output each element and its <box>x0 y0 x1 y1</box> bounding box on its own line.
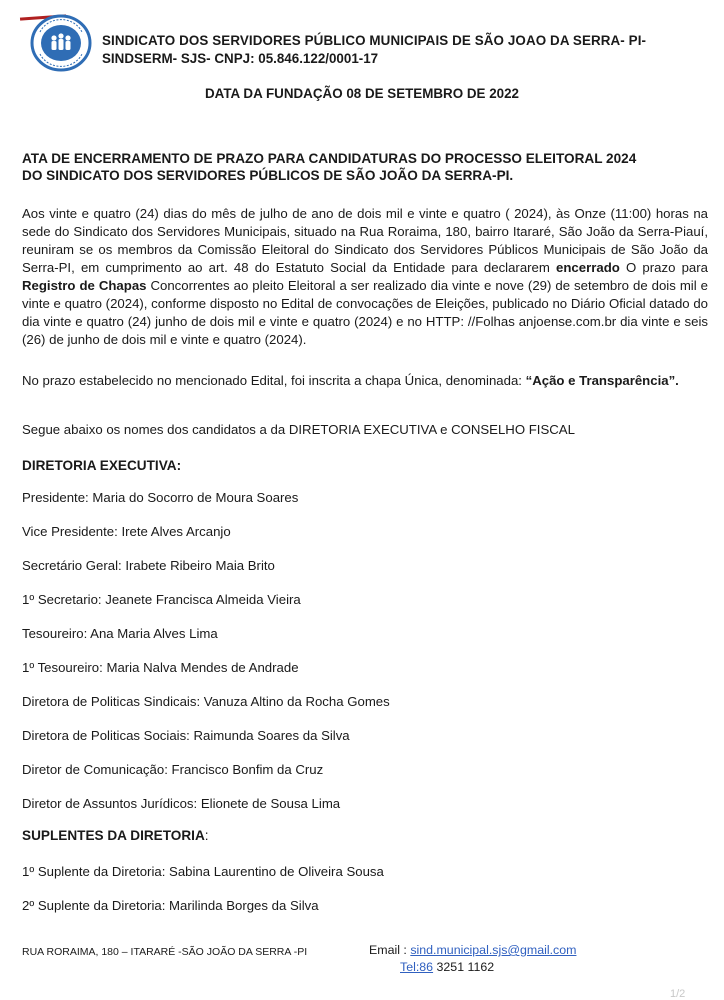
member-line: Diretora de Politicas Sociais: Raimunda Soares da Silva <box>22 728 350 743</box>
header-union-name: SINDICATO DOS SERVIDORES PÚBLICO MUNICIPAIS DE SÃO JOAO DA SERRA- PI- <box>102 33 647 48</box>
p1-text-c: O prazo para <box>619 260 708 275</box>
p2-text: No prazo estabelecido no mencionado Edital, foi inscrita a chapa Única, denominada: <box>22 373 526 388</box>
paragraph-meeting <box>22 205 708 349</box>
suplentes-heading-colon: : <box>204 828 209 843</box>
paragraph-chapa <box>22 372 708 390</box>
document-title <box>22 150 708 184</box>
member-line: Presidente: Maria do Socorro de Moura Soares <box>22 490 299 505</box>
phone-number: 3251 1162 <box>433 960 495 974</box>
member-line: Diretor de Comunicação: Francisco Bonfim da Cruz <box>22 762 324 777</box>
header-cnpj: SINDSERM- SJS- CNPJ: 05.846.122/0001-17 <box>102 51 379 66</box>
member-line: 1º Suplente da Diretoria: Sabina Laurentino de Oliveira Sousa <box>22 864 384 879</box>
footer-address: RUA RORAIMA, 180 – ITARARÉ -SÃO JOÃO DA SERRA -PI <box>22 946 308 958</box>
member-line: Diretor de Assuntos Jurídicos: Elionete de Sousa Lima <box>22 796 341 811</box>
member-line: 1º Tesoureiro: Maria Nalva Mendes de Andrade <box>22 660 299 675</box>
p1-bold-registro: Registro de Chapas <box>22 278 147 293</box>
union-logo-icon <box>30 14 92 72</box>
email-link[interactable]: sind.municipal.sjs@gmail.com <box>410 943 577 957</box>
footer-phone <box>400 960 494 974</box>
phone-link[interactable]: Tel:86 <box>400 960 434 974</box>
member-line: 1º Secretario: Jeanete Francisca Almeida Vieira <box>22 592 301 607</box>
paragraph-candidates-intro: Segue abaixo os nomes dos candidatos a da DIRETORIA EXECUTIVA e CONSELHO FISCAL <box>22 422 575 437</box>
p2-chapa-name: “Ação e Transparência”. <box>525 373 679 388</box>
document-title-line2: DO SINDICATO DOS SERVIDORES PÚBLICOS DE SÃO JOÃO DA SERRA-PI. <box>22 168 514 183</box>
member-line: Diretora de Politicas Sindicais: Vanuza Altino da Rocha Gomes <box>22 694 390 709</box>
member-line: Vice Presidente: Irete Alves Arcanjo <box>22 524 231 539</box>
member-line: Tesoureiro: Ana Maria Alves Lima <box>22 626 218 641</box>
document-title-line1: ATA DE ENCERRAMENTO DE PRAZO PARA CANDIDATURAS DO PROCESSO ELEITORAL 2024 <box>22 151 637 166</box>
foundation-date: DATA DA FUNDAÇÃO 08 DE SETEMBRO DE 2022 <box>205 86 519 101</box>
p1-text-a: Aos vinte e quatro (24) dias do mês de julho de ano de dois mil e vinte e quatro ( 2024), às Onze (11:00) horas na sede do Sindicato dos Servidores Municipais, situado na Rua Roraima, 180, bairro Itararé, São João da Serra-Piauí, reuniram se os membros da Comissão Eleitoral do Sindicato dos Servidores Públicos Municipais de São João da Serra-PI, em cumprimento ao art. 48 do Estatuto Social da Entidade para declararem <box>22 206 708 275</box>
section-heading-suplentes <box>22 828 209 843</box>
page-number: 1/2 <box>670 988 686 1000</box>
member-line: Secretário Geral: Irabete Ribeiro Maia Brito <box>22 558 275 573</box>
section-heading-diretoria: DIRETORIA EXECUTIVA: <box>22 458 182 473</box>
footer-email <box>369 943 576 957</box>
suplentes-heading-text: SUPLENTES DA DIRETORIA <box>22 828 205 843</box>
p1-text-e: Concorrentes ao pleito Eleitoral a ser realizado dia vinte e nove (29) de setembro de dois mil e vinte e quatro (2024), conforme disposto no Edital de convocações de Eleições, publicado no Diário Oficial datado do dia vinte e quatro (24) junho de dois mil e vinte e quatro (2024) e no HTTP: //Folhas anjoense.com.br dia vinte e seis (26) de junho de dois mil e vinte e quatro (2024). <box>22 278 708 347</box>
member-line: 2º Suplente da Diretoria: Marilinda Borges da Silva <box>22 898 319 913</box>
p1-bold-encerrado: encerrado <box>556 260 620 275</box>
footer-email-label: Email : <box>369 943 411 957</box>
